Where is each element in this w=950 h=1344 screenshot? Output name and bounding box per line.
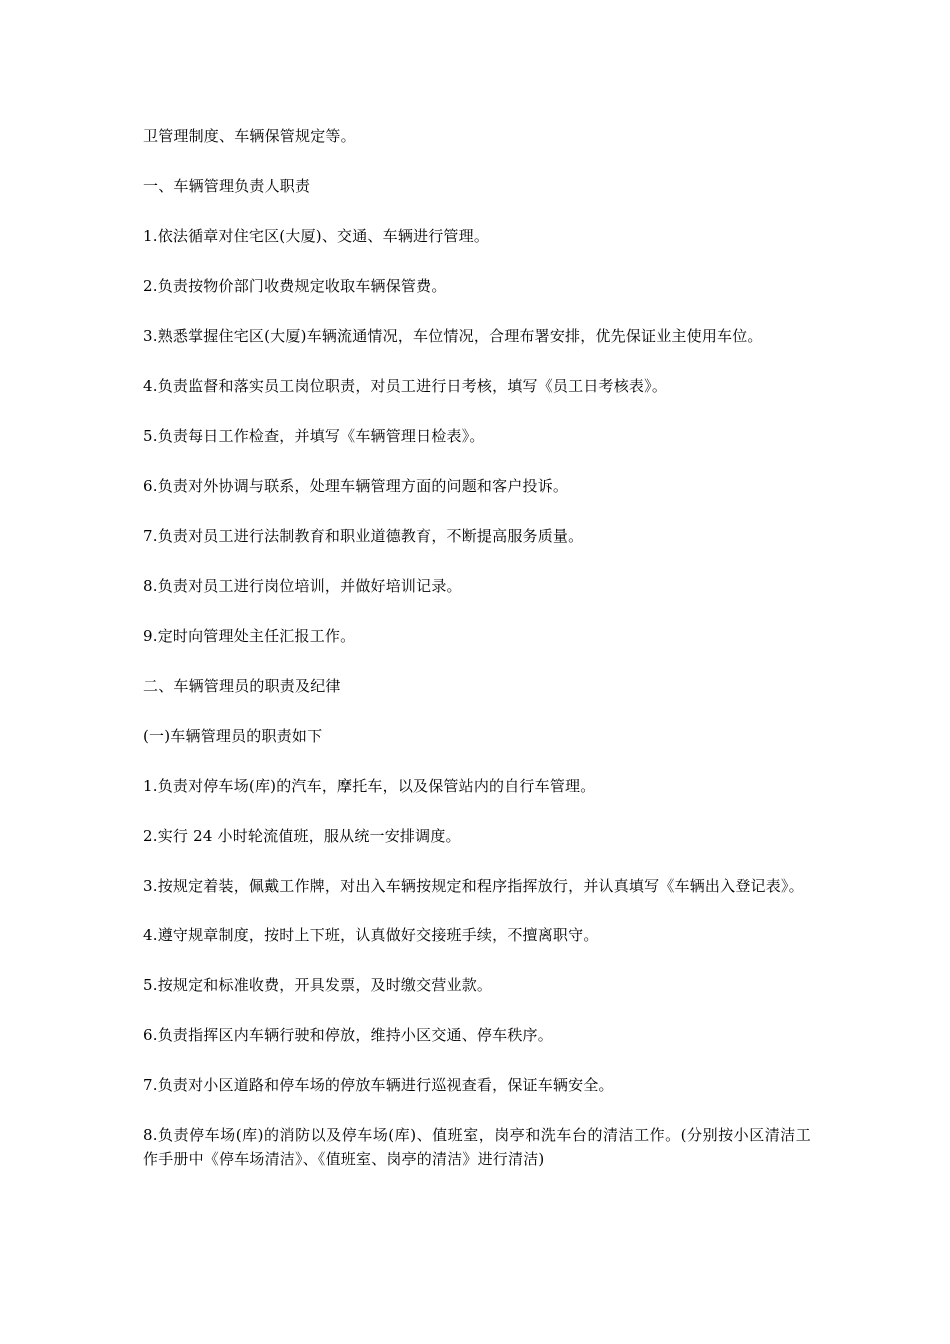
list-item: 6.负责对外协调与联系，处理车辆管理方面的问题和客户投诉。 [143,477,569,495]
list-item: 4.负责监督和落实员工岗位职责，对员工进行日考核，填写《员工日考核表》。 [143,377,668,395]
list-item: 2.实行 24 小时轮流值班，服从统一安排调度。 [143,827,461,845]
section-heading-1: 一、车辆管理负责人职责 [143,177,311,195]
document-body [143,124,811,1196]
paragraph-intro: 卫管理制度、车辆保管规定等。 [143,127,356,145]
list-item: 3.按规定着装，佩戴工作牌，对出入车辆按规定和程序指挥放行，并认真填写《车辆出入登记表》。 [143,877,804,895]
list-item: 9.定时向管理处主任汇报工作。 [143,627,356,645]
list-item: 7.负责对员工进行法制教育和职业道德教育，不断提高服务质量。 [143,527,584,545]
list-item: 2.负责按物价部门收费规定收取车辆保管费。 [143,277,447,295]
list-item: 3.熟悉掌握住宅区(大厦)车辆流通情况，车位情况，合理布署安排，优先保证业主使用车位。 [143,327,763,345]
list-item: 1.负责对停车场(库)的汽车，摩托车，以及保管站内的自行车管理。 [143,777,596,795]
list-item: 5.按规定和标准收费，开具发票，及时缴交营业款。 [143,976,493,994]
list-item: 7.负责对小区道路和停车场的停放车辆进行巡视查看，保证车辆安全。 [143,1076,614,1094]
subsection-heading: (一)车辆管理员的职责如下 [143,727,323,745]
list-item: 8.负责对员工进行岗位培训，并做好培训记录。 [143,577,462,595]
list-item: 8.负责停车场(库)的消防以及停车场(库)、值班室，岗亭和洗车台的清洁工作。(分别按小区清洁工作手册中《停车场清洁》、《值班室、岗亭的清洁》进行清洁) [143,1126,811,1168]
section-heading-2: 二、车辆管理员的职责及纪律 [143,677,341,695]
list-item: 1.依法循章对住宅区(大厦)、交通、车辆进行管理。 [143,227,490,245]
list-item: 4.遵守规章制度，按时上下班，认真做好交接班手续，不擅离职守。 [143,926,599,944]
list-item: 6.负责指挥区内车辆行驶和停放，维持小区交通、停车秩序。 [143,1026,553,1044]
list-item: 5.负责每日工作检查，并填写《车辆管理日检表》。 [143,427,485,445]
